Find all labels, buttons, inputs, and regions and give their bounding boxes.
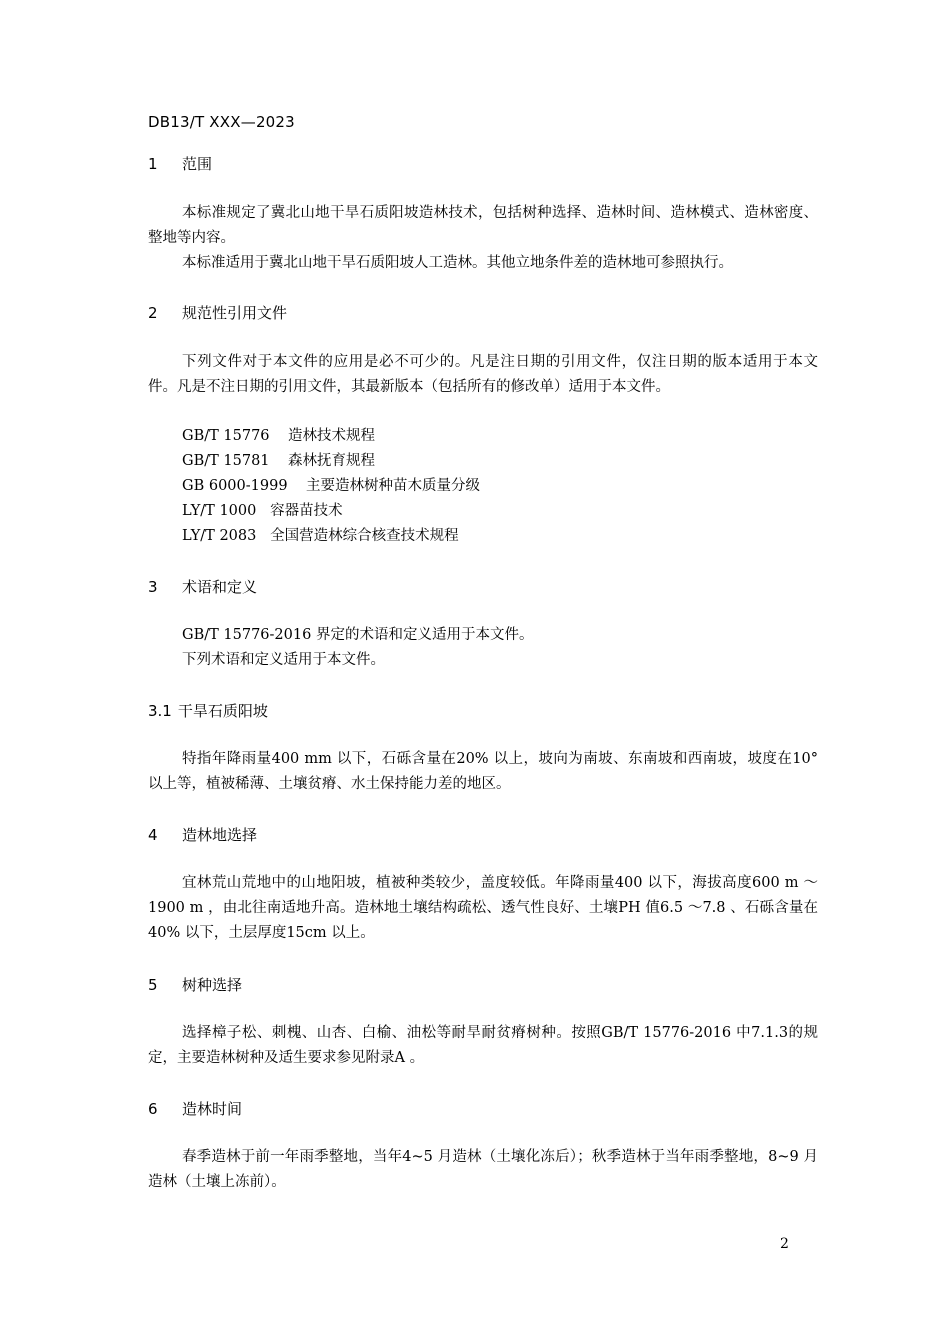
section-4-heading [148, 825, 257, 845]
reference-item: LY/T 2083 全国营造林综合核查技术规程 [182, 528, 459, 544]
section-5-heading [148, 975, 242, 995]
paragraph: 特指年降雨量400 mm 以下，石砾含量在20% 以上，坡向为南坡、东南坡和西南坡，坡度在10° 以上等，植被稀薄、土壤贫瘠、水土保持能力差的地区。 [148, 751, 818, 792]
section-6-heading [148, 1099, 242, 1119]
paragraph: 选择樟子松、刺槐、山杏、白榆、油松等耐旱耐贫瘠树种。按照GB/T 15776-2016 中7.1.3的规定，主要造林树种及适生要求参见附录A 。 [148, 1025, 818, 1066]
reference-item: GB 6000-1999 主要造林树种苗木质量分级 [182, 478, 480, 494]
paragraph: 下列文件对于本文件的应用是必不可少的。凡是注日期的引用文件，仅注日期的版本适用于本文件。凡是不注日期的引用文件，其最新版本（包括所有的修改单）适用于本文件。 [148, 354, 818, 395]
paragraph: 春季造林于前一年雨季整地，当年4~5 月造林（土壤化冻后）；秋季造林于当年雨季整地，8~9 月造林（土壤上冻前）。 [148, 1149, 818, 1190]
section-2-heading [148, 303, 287, 323]
section-number: 1 [148, 155, 158, 173]
section-number: 6 [148, 1100, 158, 1118]
paragraph: 本标准适用于冀北山地干旱石质阳坡人工造林。其他立地条件差的造林地可参照执行。 [182, 255, 733, 271]
section-number: 3 [148, 578, 158, 596]
section-title: 造林时间 [182, 1100, 243, 1118]
section-title: 造林地选择 [182, 826, 258, 844]
paragraph: 宜林荒山荒地中的山地阳坡，植被种类较少，盖度较低。年降雨量400 以下，海拔高度600 m ～1900 m ，由北往南适地升高。造林地土壤结构疏松、透气性良好、土壤PH 值6.5 ～7.8 、石砾含量在40% 以下，土层厚度15cm 以上。 [148, 875, 818, 941]
reference-item: LY/T 1000 容器苗技术 [182, 503, 343, 519]
section-title: 树种选择 [182, 976, 243, 994]
section-number: 2 [148, 304, 158, 322]
section-1-heading [148, 154, 212, 174]
page-number: 2 [780, 1236, 789, 1252]
section-number: 4 [148, 826, 158, 844]
paragraph: GB/T 15776-2016 界定的术语和定义适用于本文件。 [182, 627, 534, 643]
paragraph: 下列术语和定义适用于本文件。 [182, 652, 385, 668]
section-title: 范围 [182, 155, 213, 173]
reference-item: GB/T 15781 森林抚育规程 [182, 453, 375, 469]
section-3-1-heading [148, 701, 268, 721]
section-title: 术语和定义 [182, 578, 258, 596]
document-header: DB13/T XXX—2023 [148, 113, 295, 131]
section-3-heading [148, 577, 257, 597]
section-number: 3.1 [148, 702, 172, 720]
reference-item: GB/T 15776 造林技术规程 [182, 428, 375, 444]
paragraph: 本标准规定了冀北山地干旱石质阳坡造林技术，包括树种选择、造林时间、造林模式、造林密度、整地等内容。 [148, 205, 818, 246]
section-number: 5 [148, 976, 158, 994]
section-title: 规范性引用文件 [182, 304, 288, 322]
section-title: 干旱石质阳坡 [177, 702, 268, 720]
